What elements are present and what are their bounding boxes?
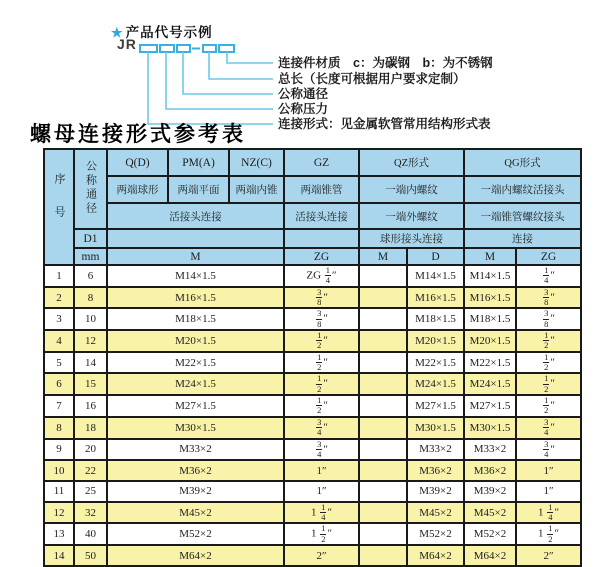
cell-gz: $\frac{1}{2}$ ″ (284, 373, 359, 395)
cell-no: 11 (44, 481, 74, 502)
cell-qg_m: M22×1.5 (464, 352, 516, 374)
cell-qg_zg: $\frac{3}{8}$ ″ (516, 308, 581, 330)
cell-qz_m (359, 330, 407, 352)
cell-qg_zg: $\frac{1}{2}$ ″ (516, 395, 581, 417)
desc2-gz: 活接头连接 (284, 203, 359, 229)
table-row (44, 502, 581, 524)
fraction: $\frac{1}{4}$ (548, 501, 553, 523)
col-header-dn: 公称通径 (74, 149, 107, 229)
cell-qz_m (359, 460, 407, 481)
table-row (44, 481, 581, 502)
cell-dn: 8 (74, 287, 107, 309)
cell-no: 9 (44, 439, 74, 461)
cell-qg_m: M64×2 (464, 545, 516, 566)
cell-qz_m (359, 395, 407, 417)
table-body (44, 265, 581, 566)
fraction: $\frac{1}{2}$ (317, 351, 322, 373)
cell-qg_zg: $\frac{3}{8}$ ″ (516, 287, 581, 309)
cell-qz_m (359, 287, 407, 309)
col-header-seq: 序号 (44, 149, 74, 265)
callout-line (209, 52, 273, 79)
cell-gz: $\frac{3}{8}$ ″ (284, 287, 359, 309)
cell-qz_m (359, 439, 407, 461)
cell-no: 2 (44, 287, 74, 309)
cell-no: 6 (44, 373, 74, 395)
cell-m: M20×1.5 (107, 330, 284, 352)
callout-line (166, 52, 273, 109)
cell-qg_zg: 1 $\frac{1}{2}$ ″ (516, 523, 581, 545)
col-header-qg: QG形式 (464, 149, 581, 176)
fraction: $\frac{1}{2}$ (317, 373, 322, 394)
code-box (177, 45, 190, 52)
table-row (44, 460, 581, 481)
cell-dn: 18 (74, 417, 107, 439)
cell-qg_zg: $\frac{3}{4}$ ″ (516, 417, 581, 439)
cell-qz_m (359, 373, 407, 395)
code-box (219, 45, 234, 52)
cell-qg_zg: 1″ (516, 460, 581, 481)
code-box (160, 45, 174, 52)
cell-qz_m (359, 417, 407, 439)
cell-qg_zg: $\frac{1}{2}$ ″ (516, 373, 581, 395)
fraction: $\frac{3}{8}$ (317, 286, 322, 308)
cell-m: M16×1.5 (107, 287, 284, 309)
desc-qz: 一端内螺纹 (359, 176, 464, 203)
cell-m: M45×2 (107, 502, 284, 524)
desc-qg: 一端内螺纹活接头 (464, 176, 581, 203)
unit-m-qg: M (464, 248, 516, 265)
table-row (44, 417, 581, 439)
cell-qg_m: M52×2 (464, 523, 516, 545)
cell-m: M30×1.5 (107, 417, 284, 439)
fraction: $\frac{1}{2}$ (544, 351, 549, 373)
product-code-heading-text: 产品代号示例 (125, 25, 213, 40)
callout-label-length: 总长（长度可根据用户要求定制） (278, 72, 466, 86)
table-row (44, 287, 581, 309)
cell-qz_d: M39×2 (407, 481, 464, 502)
cell-dn: 12 (74, 330, 107, 352)
desc2-qg: 一端锥管螺纹接头 (464, 203, 581, 229)
cell-qg_m: M39×2 (464, 481, 516, 502)
cell-qz_d: M64×2 (407, 545, 464, 566)
fraction: $\frac{3}{8}$ (544, 308, 549, 329)
unit-mm: mm (74, 248, 107, 265)
header-row (44, 203, 581, 229)
cell-no: 14 (44, 545, 74, 566)
cell-qg_m: M18×1.5 (464, 308, 516, 330)
nut-connection-table (43, 148, 582, 567)
fraction: $\frac{1}{4}$ (325, 265, 331, 286)
empty-cell (284, 229, 359, 248)
callout-line (148, 52, 273, 124)
cell-qz_m (359, 481, 407, 502)
table-row (44, 373, 581, 395)
callout-label-connection: 连接形式：见金属软管常用结构形式表 (278, 117, 491, 131)
desc-gz: 两端锥管 (284, 176, 359, 203)
table-title: 螺母连接形式参考表 (30, 122, 246, 146)
header-row (44, 229, 581, 248)
col-header-qd: Q(D) (107, 149, 168, 176)
code-box (203, 45, 216, 52)
table-row (44, 545, 581, 566)
cell-qz_m (359, 502, 407, 524)
desc-nz: 两端内锥 (229, 176, 284, 203)
cell-qz_m (359, 523, 407, 545)
cell-dn: 32 (74, 502, 107, 524)
cell-qz_d: M20×1.5 (407, 330, 464, 352)
cell-no: 13 (44, 523, 74, 545)
cell-m: M39×2 (107, 481, 284, 502)
fraction: $\frac{1}{2}$ (317, 395, 322, 416)
fraction: $\frac{3}{4}$ (317, 438, 322, 459)
cell-qg_zg: 1″ (516, 481, 581, 502)
desc2-union: 活接头连接 (107, 203, 284, 229)
col-header-pm: PM(A) (168, 149, 229, 176)
header-row (44, 176, 581, 203)
cell-m: M52×2 (107, 523, 284, 545)
desc3-qz: 球形接头连接 (359, 229, 464, 248)
cell-qg_m: M20×1.5 (464, 330, 516, 352)
table-row (44, 523, 581, 545)
unit-m-qz: M (359, 248, 407, 265)
col-header-qz: QZ形式 (359, 149, 464, 176)
code-box (140, 45, 157, 52)
unit-m-main: M (107, 248, 284, 265)
cell-gz: 1″ (284, 481, 359, 502)
fraction: $\frac{3}{4}$ (544, 438, 549, 459)
fraction: $\frac{1}{4}$ (544, 265, 549, 286)
cell-m: M64×2 (107, 545, 284, 566)
fraction: $\frac{1}{2}$ (544, 330, 549, 351)
cell-qg_m: M16×1.5 (464, 287, 516, 309)
cell-no: 1 (44, 265, 74, 287)
cell-qz_d: M45×2 (407, 502, 464, 524)
cell-qz_d: M27×1.5 (407, 395, 464, 417)
table-row (44, 308, 581, 330)
fraction: $\frac{1}{4}$ (321, 501, 326, 523)
cell-m: M33×2 (107, 439, 284, 461)
cell-m: M18×1.5 (107, 308, 284, 330)
cell-qz_d: M30×1.5 (407, 417, 464, 439)
desc-qd: 两端球形 (107, 176, 168, 203)
col-header-gz: GZ (284, 149, 359, 176)
cell-no: 3 (44, 308, 74, 330)
unit-d-qz: D (407, 248, 464, 265)
cell-gz: 2″ (284, 545, 359, 566)
cell-qz_d: M33×2 (407, 439, 464, 461)
cell-gz: 1 $\frac{1}{4}$ ″ (284, 502, 359, 524)
empty-cell (107, 229, 284, 248)
callout-label-diameter: 公称通径 (278, 87, 329, 101)
cell-dn: 16 (74, 395, 107, 417)
desc3-qg: 连接 (464, 229, 581, 248)
table-row (44, 330, 581, 352)
cell-qz_d: M22×1.5 (407, 352, 464, 374)
cell-qg_zg: $\frac{3}{4}$ ″ (516, 439, 581, 461)
cell-gz: $\frac{3}{8}$ ″ (284, 308, 359, 330)
cell-dn: 10 (74, 308, 107, 330)
cell-m: M27×1.5 (107, 395, 284, 417)
cell-no: 7 (44, 395, 74, 417)
cell-gz: 1 $\frac{1}{2}$ ″ (284, 523, 359, 545)
unit-zg-qg: ZG (516, 248, 581, 265)
desc-pm: 两端平面 (168, 176, 229, 203)
cell-qg_zg: $\frac{1}{4}$ ″ (516, 265, 581, 287)
cell-qg_zg: $\frac{1}{2}$ ″ (516, 330, 581, 352)
table-row (44, 265, 581, 287)
cell-qz_d: M16×1.5 (407, 287, 464, 309)
cell-dn: 50 (74, 545, 107, 566)
header-row (44, 248, 581, 265)
cell-qz_d: M36×2 (407, 460, 464, 481)
cell-gz: ZG $\frac{1}{4}$ ″ (284, 265, 359, 287)
cell-qg_m: M33×2 (464, 439, 516, 461)
cell-gz: 1″ (284, 460, 359, 481)
header-row (44, 149, 581, 176)
cell-qg_m: M24×1.5 (464, 373, 516, 395)
cell-no: 12 (44, 502, 74, 524)
cell-m: M36×2 (107, 460, 284, 481)
cell-qg_m: M45×2 (464, 502, 516, 524)
cell-no: 4 (44, 330, 74, 352)
cell-qz_m (359, 308, 407, 330)
cell-qz_d: M24×1.5 (407, 373, 464, 395)
cell-dn: 6 (74, 265, 107, 287)
fraction: $\frac{3}{4}$ (544, 416, 549, 438)
cell-gz: $\frac{3}{4}$ ″ (284, 439, 359, 461)
cell-m: M24×1.5 (107, 373, 284, 395)
unit-zg-gz: ZG (284, 248, 359, 265)
cell-qz_m (359, 265, 407, 287)
fraction: $\frac{1}{2}$ (317, 330, 322, 351)
callout-line (227, 52, 273, 63)
cell-gz: $\frac{1}{2}$ ″ (284, 352, 359, 374)
cell-qg_zg: $\frac{1}{2}$ ″ (516, 352, 581, 374)
star-icon: ★ (111, 25, 124, 40)
table-row (44, 439, 581, 461)
fraction: $\frac{1}{2}$ (321, 523, 326, 544)
col-header-nz: NZ(C) (229, 149, 284, 176)
cell-qz_m (359, 352, 407, 374)
product-code-prefix: JR (117, 36, 137, 52)
cell-gz: $\frac{1}{2}$ ″ (284, 330, 359, 352)
fraction: $\frac{1}{2}$ (544, 373, 549, 394)
fraction: $\frac{1}{2}$ (544, 395, 549, 416)
callout-line (183, 52, 273, 94)
fraction: $\frac{3}{8}$ (317, 308, 322, 329)
cell-qz_m (359, 545, 407, 566)
cell-m: M22×1.5 (107, 352, 284, 374)
cell-m: M14×1.5 (107, 265, 284, 287)
fraction: $\frac{3}{4}$ (317, 416, 322, 438)
cell-qz_d: M18×1.5 (407, 308, 464, 330)
cell-no: 5 (44, 352, 74, 374)
callout-label-pressure: 公称压力 (278, 102, 329, 116)
cell-qg_zg: 2″ (516, 545, 581, 566)
fraction: $\frac{3}{8}$ (544, 286, 549, 308)
cell-qz_d: M52×2 (407, 523, 464, 545)
cell-no: 10 (44, 460, 74, 481)
table-header (44, 149, 581, 265)
cell-dn: 15 (74, 373, 107, 395)
cell-qg_m: M30×1.5 (464, 417, 516, 439)
cell-qg_m: M36×2 (464, 460, 516, 481)
fraction: $\frac{1}{2}$ (548, 523, 553, 544)
cell-dn: 22 (74, 460, 107, 481)
table-row (44, 352, 581, 374)
cell-no: 8 (44, 417, 74, 439)
cell-qg_m: M14×1.5 (464, 265, 516, 287)
desc2-qz: 一端外螺纹 (359, 203, 464, 229)
cell-qg_zg: 1 $\frac{1}{4}$ ″ (516, 502, 581, 524)
cell-dn: 25 (74, 481, 107, 502)
cell-gz: $\frac{1}{2}$ ″ (284, 395, 359, 417)
cell-dn: 14 (74, 352, 107, 374)
cell-qg_m: M27×1.5 (464, 395, 516, 417)
cell-dn: 40 (74, 523, 107, 545)
callout-label-material: 连接件材质 c：为碳钢 b：为不锈钢 (278, 56, 493, 70)
cell-gz: $\frac{3}{4}$ ″ (284, 417, 359, 439)
cell-qz_d: M14×1.5 (407, 265, 464, 287)
cell-dn: 20 (74, 439, 107, 461)
table-row (44, 395, 581, 417)
col-header-d1: D1 (74, 229, 107, 248)
